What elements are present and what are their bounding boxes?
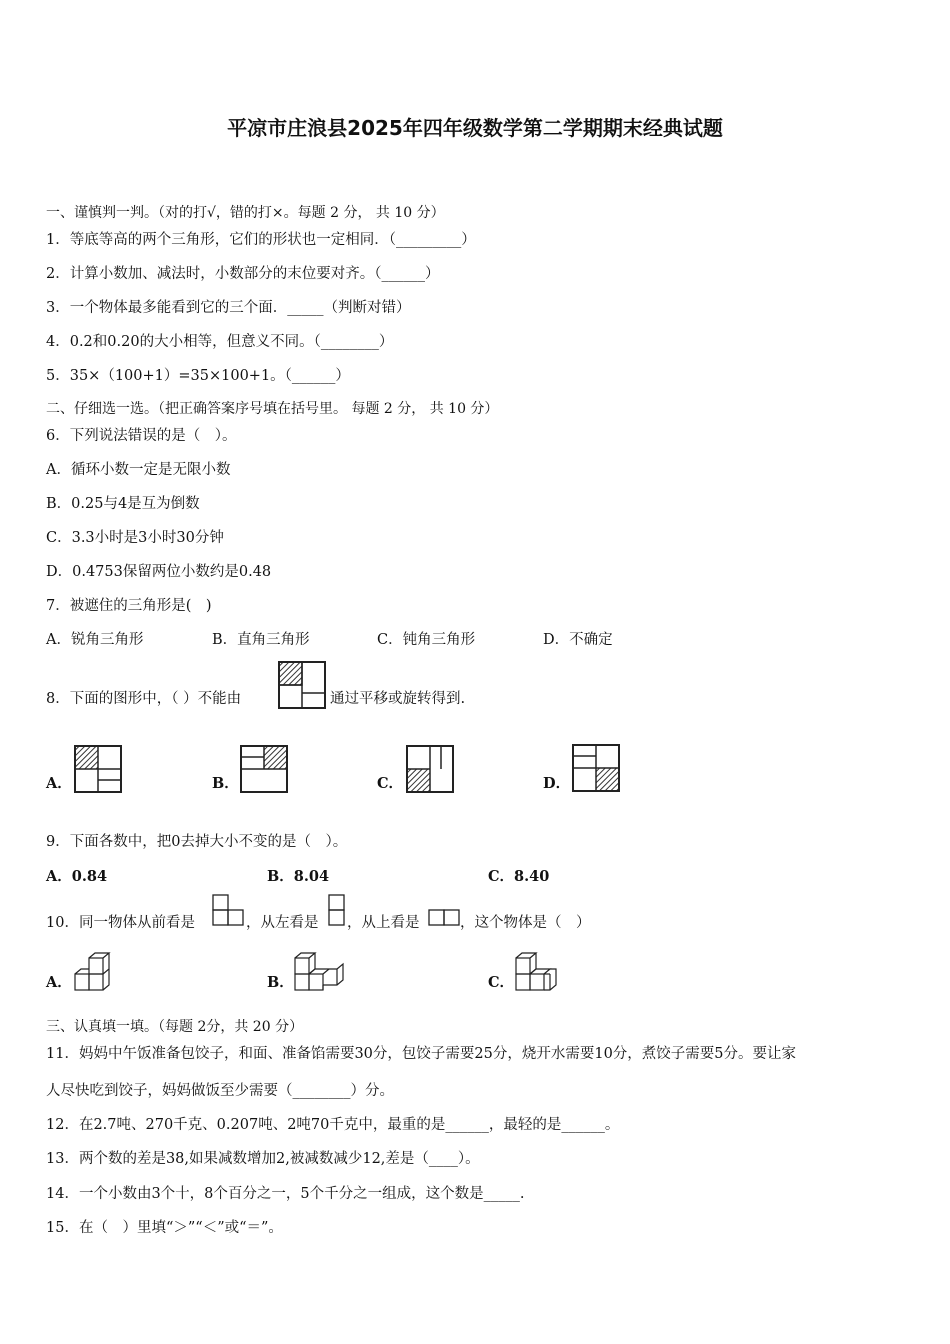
question-1: 1．等底等高的两个三角形，它们的形状也一定相同．（_________）	[46, 232, 476, 248]
question-7-option-c: C．钝角三角形	[377, 632, 476, 648]
question-2: 2．计算小数加、减法时，小数部分的末位要对齐。（______）	[46, 266, 440, 282]
question-10-stem-1: 10．同一物体从前看是	[46, 915, 195, 931]
question-7-stem: 7．被遮住的三角形是( )	[46, 598, 212, 614]
q10-left-view	[328, 894, 346, 926]
question-9-option-b: B．8.04	[267, 868, 330, 885]
q10-top-view	[428, 909, 460, 927]
question-6-option-b: B．0.25与4是互为倒数	[46, 496, 200, 512]
question-11-line2: 人尽快吃到饺子，妈妈做饭至少需要（________）分。	[46, 1083, 394, 1099]
section3-header: 三、认真填一填。（每题 2分，共 20 分）	[46, 1019, 304, 1035]
q10-figure-c[interactable]	[515, 952, 559, 994]
question-7-option-a: A．锐角三角形	[46, 632, 144, 648]
question-7-option-b: B．直角三角形	[212, 632, 310, 648]
q8-figure-b[interactable]	[240, 745, 288, 793]
q10-figure-b[interactable]	[294, 952, 346, 994]
question-6-option-a: A．循环小数一定是无限小数	[46, 462, 231, 478]
question-10-stem-3: ，从上看是	[347, 915, 420, 931]
q8-reference-figure	[278, 661, 326, 709]
question-15: 15．在（ ）里填“＞”“＜”或“＝”。	[46, 1220, 283, 1236]
question-9-option-a: A．0.84	[46, 868, 108, 885]
q10-label-a: A．	[46, 974, 72, 991]
question-14: 14．一个小数由3个十，8个百分之一，5个千分之一组成，这个数是_____.	[46, 1186, 525, 1202]
q8-label-c: C．	[377, 775, 404, 792]
q10-label-c: C．	[488, 974, 515, 991]
question-7-option-d: D．不确定	[543, 632, 613, 648]
q8-label-b: B．	[212, 775, 239, 792]
question-6-option-d: D．0.4753保留两位小数约是0.48	[46, 564, 272, 580]
question-10-stem-2: ，从左看是	[246, 915, 319, 931]
question-13: 13．两个数的差是38,如果减数增加2,被减数减少12,差是（____）。	[46, 1151, 480, 1167]
q8-label-d: D．	[543, 775, 571, 792]
question-9-stem: 9．下面各数中，把0去掉大小不变的是（ ）。	[46, 834, 348, 850]
question-10-stem-4: ，这个物体是（ ）	[460, 915, 591, 931]
question-12: 12．在2.7吨、270千克、0.207吨、2吨70千克中，最重的是______，最轻的是______。	[46, 1117, 620, 1133]
q10-figure-a[interactable]	[74, 952, 118, 994]
q10-front-view	[212, 894, 244, 926]
question-6-option-c: C．3.3小时是3小时30分钟	[46, 530, 224, 546]
question-8-stem-before: 8．下面的图形中，（ ）不能由	[46, 691, 242, 707]
question-6-stem: 6．下列说法错误的是（ ）。	[46, 428, 237, 444]
question-11-line1: 11．妈妈中午饭准备包饺子，和面、准备馅需要30分，包饺子需要25分，烧开水需要10分，煮饺子需要5分。要让家	[46, 1046, 797, 1062]
q8-label-a: A．	[46, 775, 72, 792]
page-title: 平凉市庄浪县2025年四年级数学第二学期期末经典试题	[227, 116, 723, 140]
q10-label-b: B．	[267, 974, 294, 991]
question-9-option-c: C．8.40	[488, 868, 550, 885]
question-4: 4．0.2和0.20的大小相等，但意义不同。（________）	[46, 334, 394, 350]
question-8-stem-after: 通过平移或旋转得到.	[330, 691, 466, 707]
q8-figure-d[interactable]	[572, 744, 620, 792]
section1-header: 一、谨慎判一判。（对的打√，错的打×。每题 2 分， 共 10 分）	[46, 205, 445, 221]
question-5: 5．35×（100+1）=35×100+1。（______）	[46, 368, 350, 384]
q8-figure-a[interactable]	[74, 745, 122, 793]
question-3: 3．一个物体最多能看到它的三个面．_____（判断对错）	[46, 300, 411, 316]
q8-figure-c[interactable]	[406, 745, 454, 793]
section2-header: 二、仔细选一选。（把正确答案序号填在括号里。 每题 2 分， 共 10 分）	[46, 401, 499, 417]
